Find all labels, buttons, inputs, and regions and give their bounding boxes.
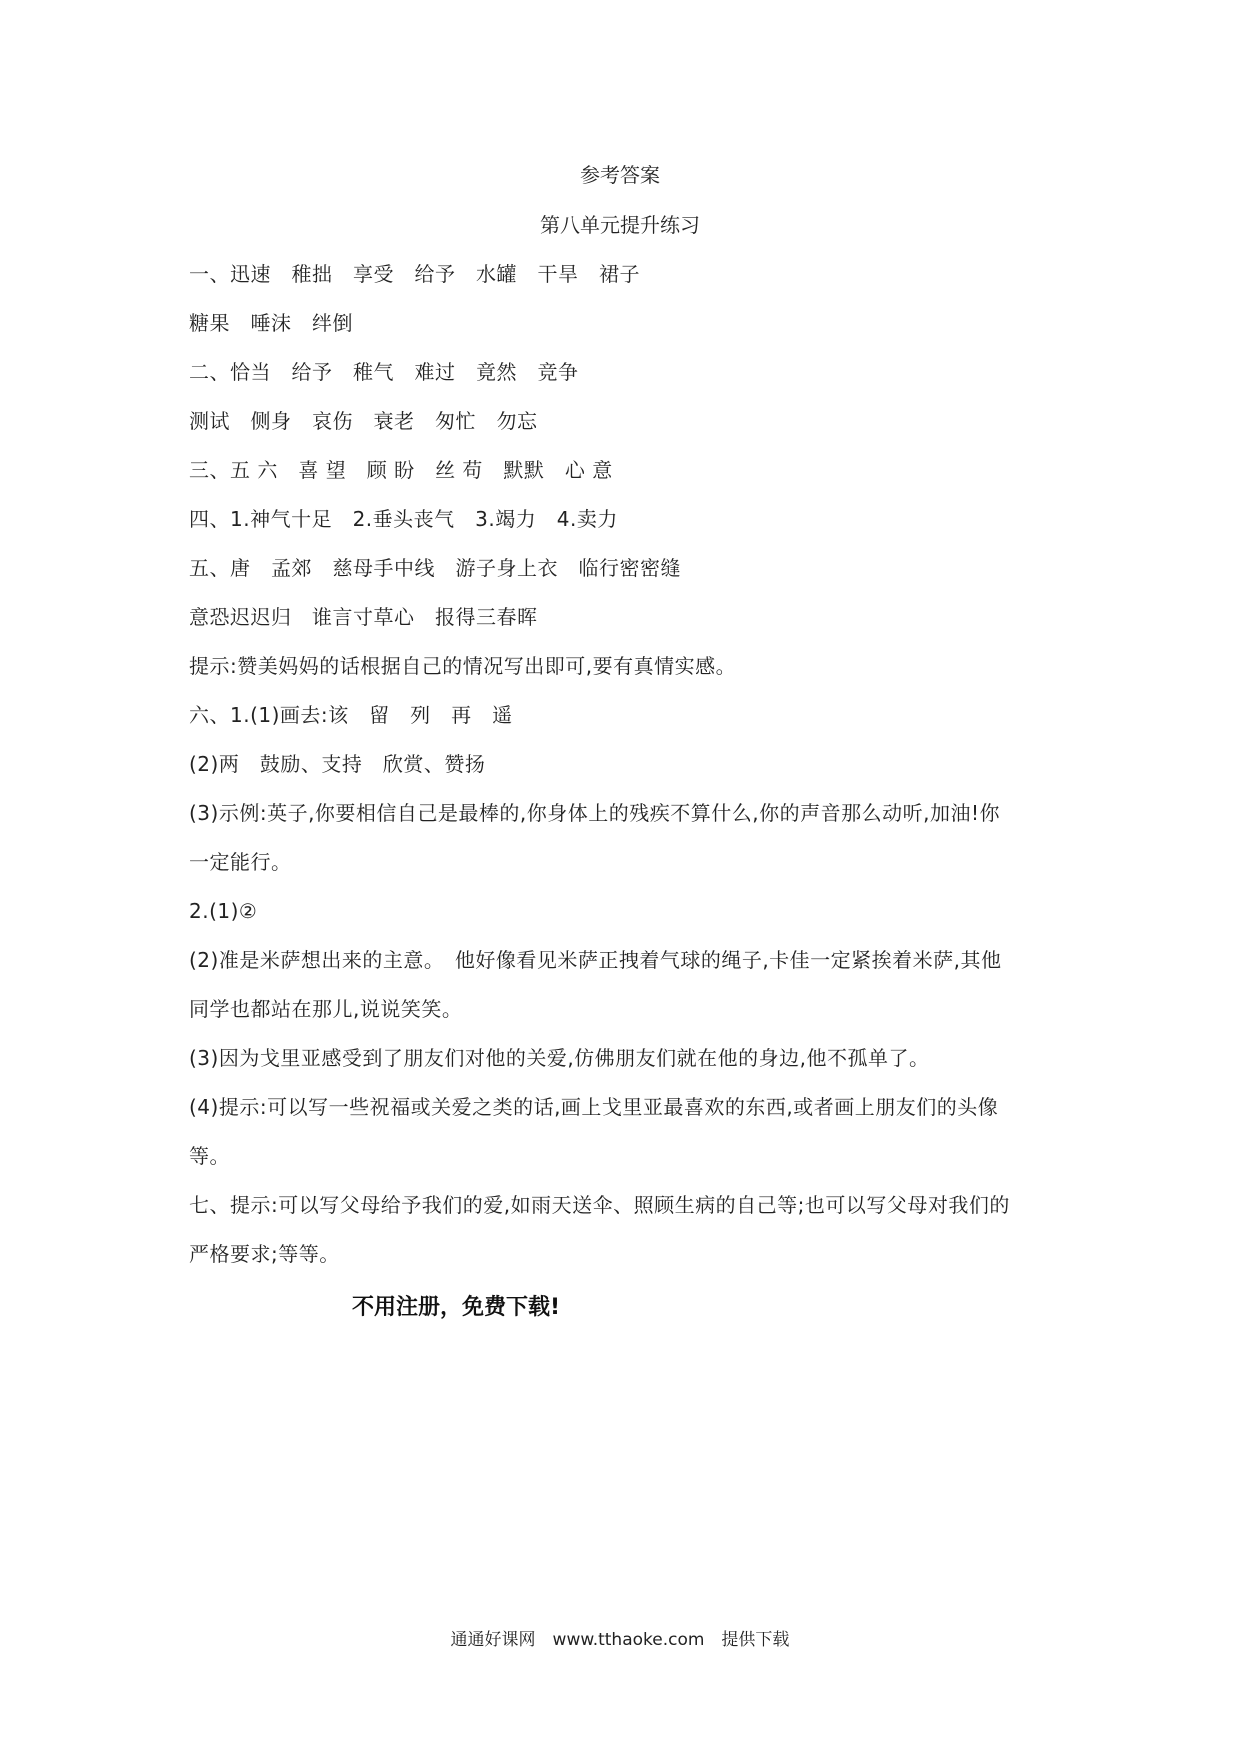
answer-line-15: (2)准是米萨想出来的主意。 他好像看见米萨正拽着气球的绳子,卡佳一定紧挨着米萨,其他 <box>189 948 1002 972</box>
answer-line-3: 二、恰当 给予 稚气 难过 竟然 竞争 <box>189 360 579 384</box>
answer-line-7: 五、唐 孟郊 慈母手中线 游子身上衣 临行密密缝 <box>189 556 681 580</box>
answer-line-16: 同学也都站在那儿,说说笑笑。 <box>189 997 463 1021</box>
answer-line-14: 2.(1)② <box>189 899 258 923</box>
answer-line-8: 意恐迟迟归 谁言寸草心 报得三春晖 <box>189 605 538 629</box>
page-footer: 通通好课网 www.tthaoke.com 提供下载 <box>450 1630 790 1650</box>
promo-text: 不用注册，免费下载! <box>352 1295 561 1320</box>
answer-line-17: (3)因为戈里亚感受到了朋友们对他的关爱,仿佛朋友们就在他的身边,他不孤单了。 <box>189 1046 930 1070</box>
answer-line-1: 一、迅速 稚拙 享受 给予 水罐 干旱 裙子 <box>189 262 640 286</box>
answer-line-5: 三、五 六 喜 望 顾 盼 丝 苟 默默 心 意 <box>189 458 613 482</box>
answer-line-19: 等。 <box>189 1144 230 1168</box>
answer-line-2: 糖果 唾沫 绊倒 <box>189 311 353 335</box>
page-title: 参考答案 <box>580 163 660 187</box>
answer-line-20: 七、提示:可以写父母给予我们的爱,如雨天送伞、照顾生病的自己等;也可以写父母对我们的 <box>189 1193 1010 1217</box>
page-subtitle: 第八单元提升练习 <box>540 213 700 237</box>
answer-line-13: 一定能行。 <box>189 850 292 874</box>
answer-line-18: (4)提示:可以写一些祝福或关爱之类的话,画上戈里亚最喜欢的东西,或者画上朋友们的头像 <box>189 1095 999 1119</box>
answer-line-4: 测试 侧身 哀伤 衰老 匆忙 勿忘 <box>189 409 538 433</box>
answer-line-11: (2)两 鼓励、支持 欣赏、赞扬 <box>189 752 486 776</box>
answer-line-21: 严格要求;等等。 <box>189 1242 340 1266</box>
answer-line-12: (3)示例:英子,你要相信自己是最棒的,你身体上的残疾不算什么,你的声音那么动听,加油!你 <box>189 801 1001 825</box>
answer-line-10: 六、1.(1)画去:该 留 列 再 遥 <box>189 703 513 727</box>
answer-line-9: 提示:赞美妈妈的话根据自己的情况写出即可,要有真情实感。 <box>189 654 737 678</box>
answer-line-6: 四、1.神气十足 2.垂头丧气 3.竭力 4.卖力 <box>189 507 618 531</box>
